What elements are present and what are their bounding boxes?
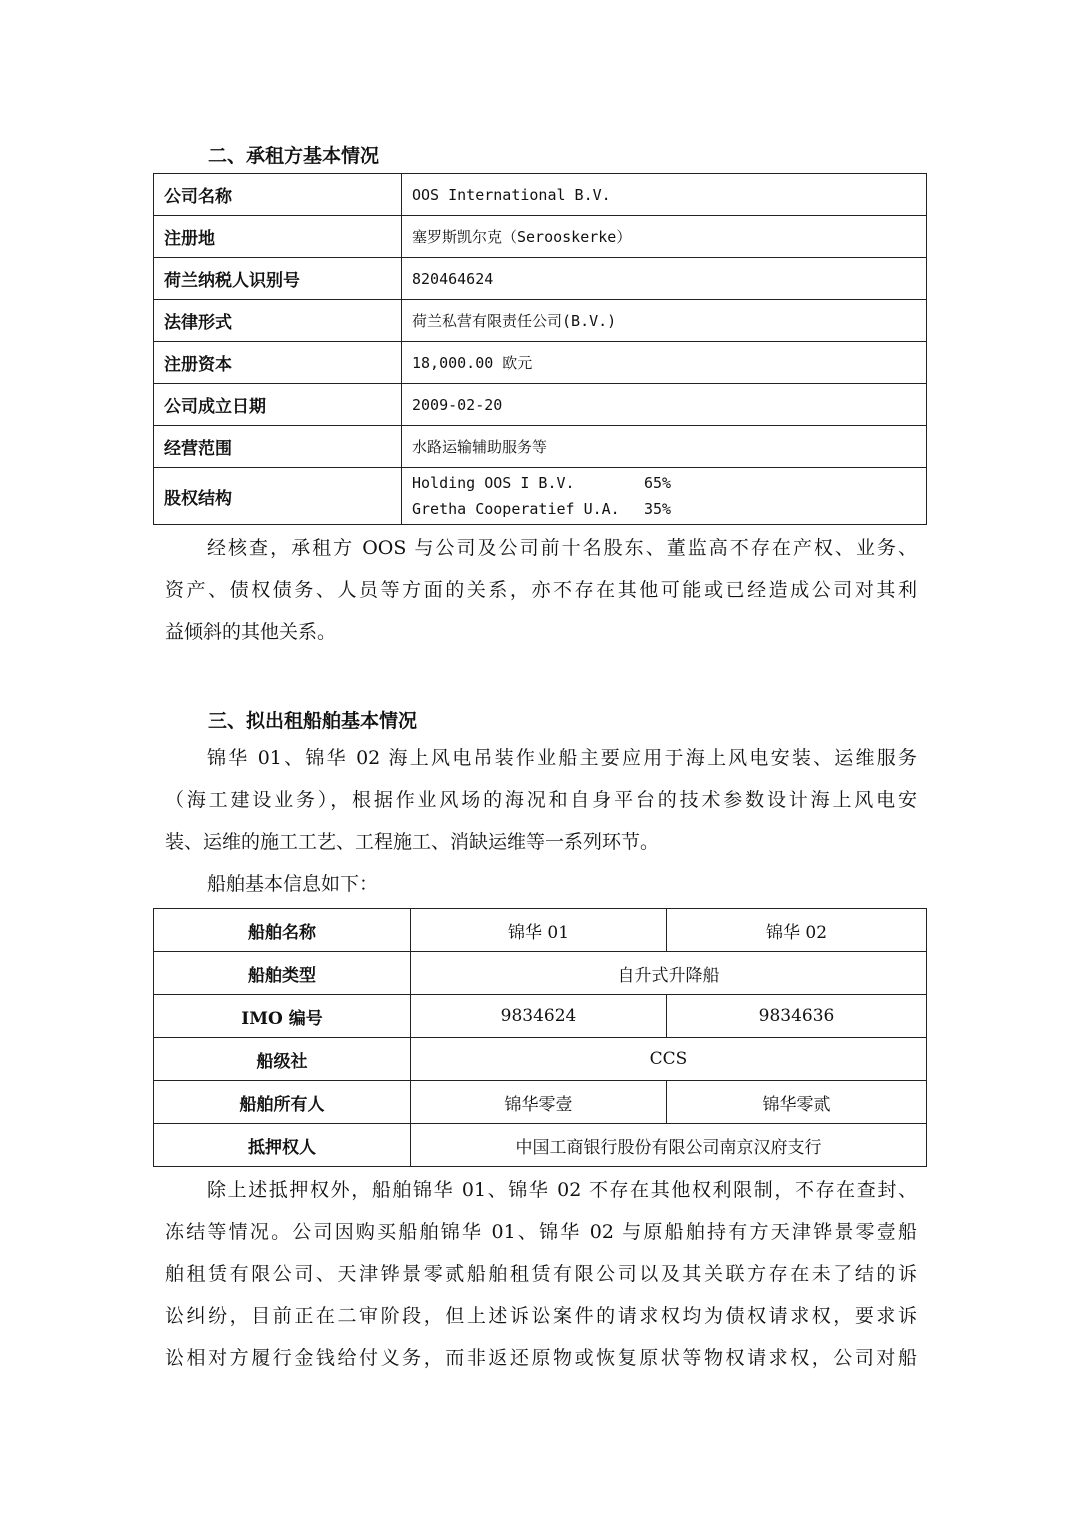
- shareholder: [412, 470, 916, 496]
- shareholding-list: [402, 468, 927, 525]
- table-row: [154, 1081, 927, 1124]
- paragraph-encumbrance: [165, 1169, 917, 1379]
- cell: 锦华零贰: [667, 1081, 927, 1124]
- row-label: 抵押权人: [154, 1124, 411, 1167]
- shareholder-pct: 65%: [644, 474, 672, 492]
- table-row: [154, 995, 927, 1038]
- row-value: 荷兰私营有限责任公司(B.V.): [402, 300, 927, 342]
- table-row: [154, 1038, 927, 1081]
- row-label: 公司名称: [154, 174, 402, 216]
- table-row: [154, 174, 927, 216]
- shareholder: [412, 496, 916, 522]
- text-line: 除上述抵押权外，船舶锦华 01、锦华 02 不存在其他权利限制，不存在查封、: [207, 1179, 917, 1201]
- text-line: 冻结等情况。公司因购买船舶锦华 01、锦华 02 与原船舶持有方天津铧景零壹船: [165, 1221, 917, 1243]
- cell: CCS: [411, 1038, 927, 1081]
- cell: 锦华零壹: [411, 1081, 667, 1124]
- row-label: 经营范围: [154, 426, 402, 468]
- table-row: [154, 300, 927, 342]
- table-row: [154, 384, 927, 426]
- vessel-info-table: [153, 908, 927, 1167]
- paragraph-vessel-usage: [165, 737, 917, 905]
- row-label: IMO 编号: [154, 995, 411, 1038]
- section-heading-vessels: 三、拟出租船舶基本情况: [208, 710, 418, 732]
- shareholder-pct: 35%: [644, 500, 672, 518]
- table-row: [154, 342, 927, 384]
- row-label: 公司成立日期: [154, 384, 402, 426]
- text-line: 资产、债权债务、人员等方面的关系，亦不存在其他可能或已经造成公司对其利: [165, 579, 917, 601]
- row-value: OOS International B.V.: [402, 174, 927, 216]
- text-line: 舶租赁有限公司、天津铧景零贰船舶租赁有限公司以及其关联方存在未了结的诉: [165, 1263, 917, 1285]
- table-row: [154, 909, 927, 952]
- table-row: [154, 1124, 927, 1167]
- row-value: 18,000.00 欧元: [402, 342, 927, 384]
- text-line: 经核查，承租方 OOS 与公司及公司前十名股东、董监高不存在产权、业务、: [207, 537, 917, 559]
- text-line: 益倾斜的其他关系。: [165, 621, 337, 643]
- text-line: （海工建设业务），根据作业风场的海况和自身平台的技术参数设计海上风电安: [165, 789, 917, 811]
- row-label: 股权结构: [154, 468, 402, 525]
- paragraph-lessee-relation: [165, 527, 917, 653]
- row-label: 船级社: [154, 1038, 411, 1081]
- table-row: [154, 216, 927, 258]
- row-value: 820464624: [402, 258, 927, 300]
- row-label: 船舶所有人: [154, 1081, 411, 1124]
- text-line: 锦华 01、锦华 02 海上风电吊装作业船主要应用于海上风电安装、运维服务: [207, 747, 917, 769]
- text-line: 装、运维的施工工艺、工程施工、消缺运维等一系列环节。: [165, 831, 660, 853]
- cell: 锦华 01: [411, 909, 667, 952]
- cell: 自升式升降船: [411, 952, 927, 995]
- row-label: 船舶名称: [154, 909, 411, 952]
- table-row-shareholding: [154, 468, 927, 525]
- cell: 锦华 02: [667, 909, 927, 952]
- cell: 中国工商银行股份有限公司南京汉府支行: [411, 1124, 927, 1167]
- row-label: 注册地: [154, 216, 402, 258]
- table-row: [154, 426, 927, 468]
- section-heading-lessee: 二、承租方基本情况: [208, 145, 380, 167]
- table-row: [154, 258, 927, 300]
- table-row: [154, 952, 927, 995]
- lessee-info-table: [153, 173, 927, 525]
- cell: 9834624: [411, 995, 667, 1038]
- row-value: 2009-02-20: [402, 384, 927, 426]
- text-line: 船舶基本信息如下：: [207, 873, 379, 895]
- row-value: 水路运输辅助服务等: [402, 426, 927, 468]
- row-label: 法律形式: [154, 300, 402, 342]
- text-line: 讼纠纷，目前正在二审阶段，但上述诉讼案件的请求权均为债权请求权，要求诉: [165, 1305, 917, 1327]
- row-value: 塞罗斯凯尔克（Serooskerke）: [402, 216, 927, 258]
- row-label: 荷兰纳税人识别号: [154, 258, 402, 300]
- row-label: 船舶类型: [154, 952, 411, 995]
- row-label: 注册资本: [154, 342, 402, 384]
- shareholder-name: Gretha Cooperatief U.A.: [412, 500, 620, 518]
- shareholder-name: Holding OOS I B.V.: [412, 474, 575, 492]
- text-line: 讼相对方履行金钱给付义务，而非返还原物或恢复原状等物权请求权，公司对船: [165, 1347, 917, 1369]
- cell: 9834636: [667, 995, 927, 1038]
